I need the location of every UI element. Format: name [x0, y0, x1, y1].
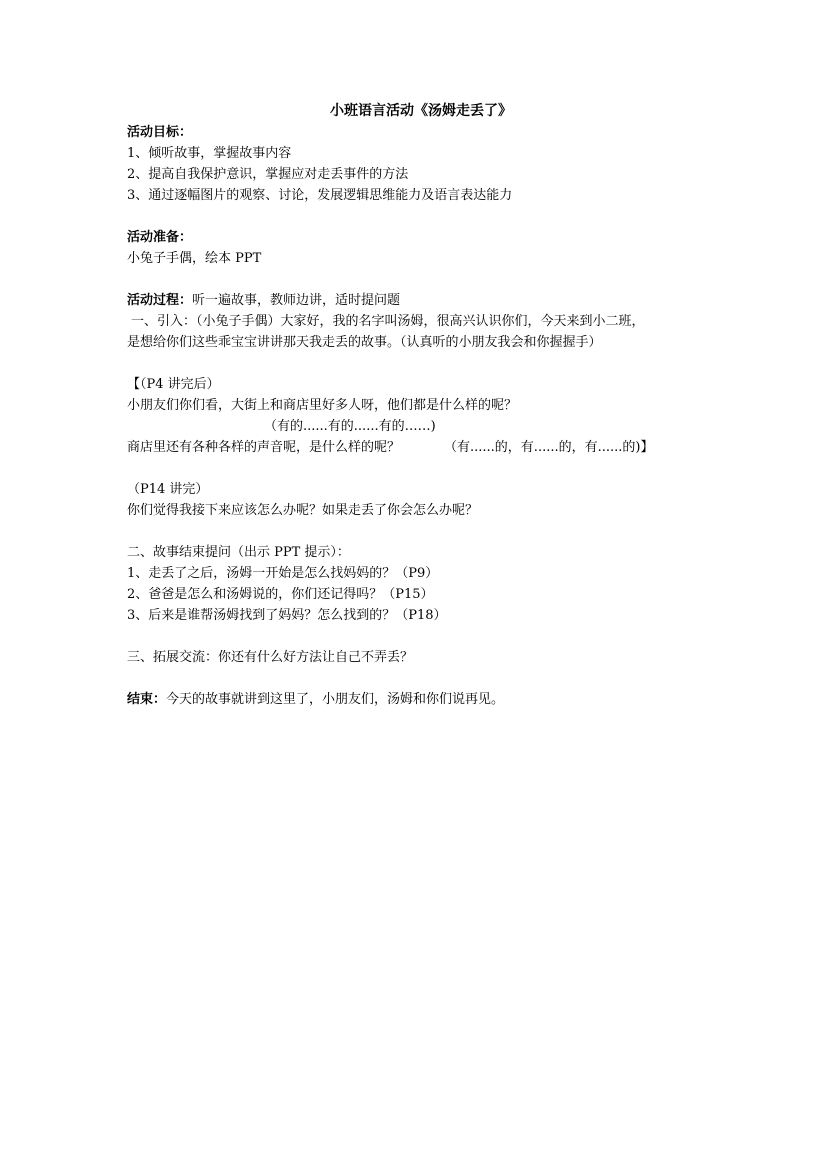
goal-item-1: 1、倾听故事，掌握故事内容 [127, 146, 292, 161]
p4-question-1: 小朋友们你们看，大街上和商店里好多人呀，他们都是什么样的呢？ [127, 398, 518, 413]
p4-question-2: 商店里还有各种各样的声音呢，是什么样的呢？ [127, 440, 401, 455]
intro-line-2: 是想给你们这些乖宝宝讲讲那天我走丢的故事。（认真听的小朋友我会和你握握手） [127, 335, 602, 350]
process-heading: 活动过程： [127, 293, 193, 308]
p14-label: （P14 讲完） [127, 482, 209, 497]
goal-item-3: 3、通过逐幅图片的观察、讨论，发展逻辑思维能力及语言表达能力 [127, 188, 513, 203]
prep-heading: 活动准备： [127, 230, 193, 245]
intro-line-1: 一、引入：（小兔子手偶）大家好，我的名字叫汤姆，很高兴认识你们，今天来到小二班， [131, 314, 645, 329]
ending-text: 今天的故事就讲到这里了，小朋友们，汤姆和你们说再见。 [166, 692, 505, 707]
spacer [127, 521, 707, 542]
ending-line [127, 689, 707, 710]
p4-label: 【（P4 讲完后） [127, 377, 220, 392]
p14-question: 你们觉得我接下来应该怎么办呢？如果走丢了你会怎么办呢？ [127, 503, 479, 518]
part3-text: 三、拓展交流：你还有什么好方法让自己不弄丢？ [127, 650, 414, 665]
spacer [127, 458, 707, 479]
spacer [127, 668, 707, 689]
part2-item-1: 1、走丢了之后，汤姆一开始是怎么找妈妈的？（P9） [127, 566, 439, 581]
p4-question-2-line [127, 437, 707, 458]
spacer [127, 626, 707, 647]
p4-hint-1: （有的......有的......有的……) [264, 419, 436, 434]
spacer [127, 353, 707, 374]
process-intro-text: 听一遍故事，教师边讲，适时提问题 [192, 293, 401, 308]
document-page [127, 100, 707, 710]
spacer [127, 269, 707, 290]
document-title: 小班语言活动《汤姆走丢了》 [330, 103, 512, 119]
goals-heading: 活动目标： [127, 125, 193, 140]
part2-heading: 二、故事结束提问（出示 PPT 提示）： [127, 545, 350, 560]
process-line [127, 290, 707, 311]
goal-item-2: 2、提高自我保护意识，掌握应对走丢事件的方法 [127, 167, 409, 182]
p4-hint-2: （有......的，有......的，有......的)】 [444, 440, 654, 455]
ending-heading: 结束： [127, 692, 167, 707]
part2-item-2: 2、爸爸是怎么和汤姆说的，你们还记得吗？（P15） [127, 587, 434, 602]
spacer [127, 206, 707, 227]
prep-text: 小兔子手偶，绘本 PPT [127, 251, 262, 266]
part2-item-3: 3、后来是谁帮汤姆找到了妈妈？怎么找到的？（P18） [127, 608, 447, 623]
